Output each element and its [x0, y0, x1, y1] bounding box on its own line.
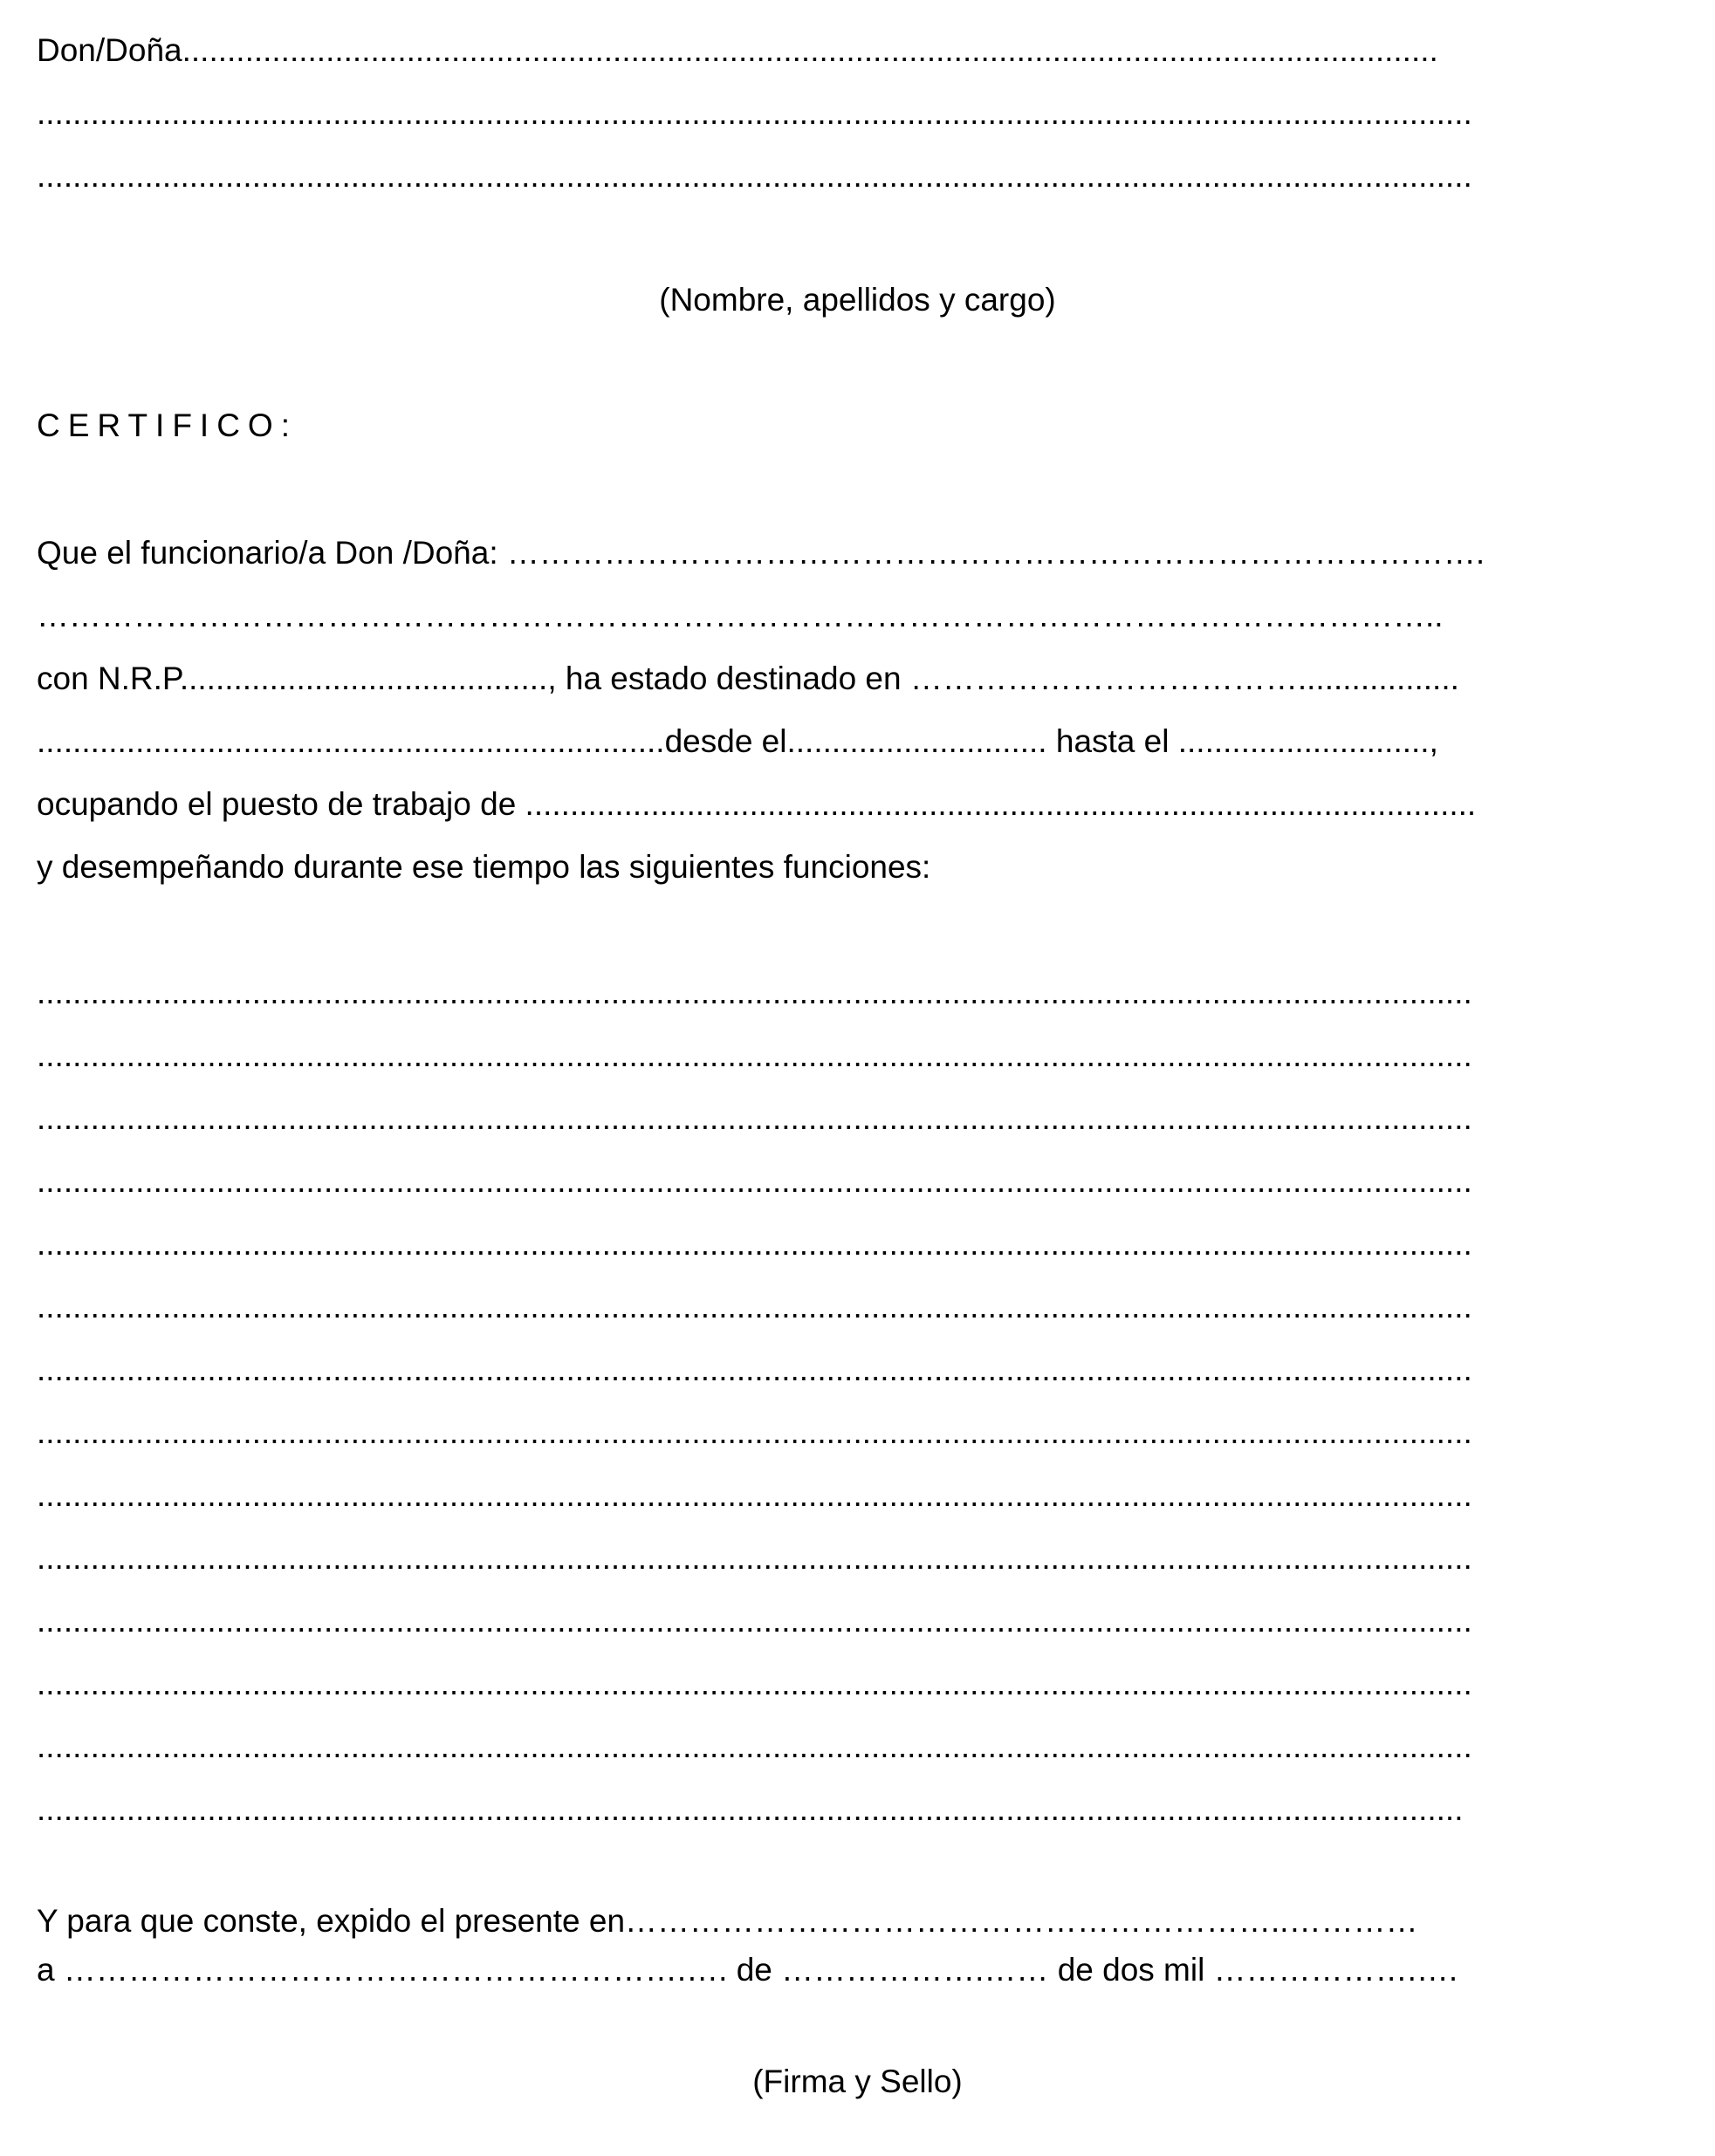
- function-line: ................................................................................................................................................................: [37, 1352, 1472, 1387]
- official-name-line-2: …………………………………………………………………………………………………………………..: [37, 598, 1444, 633]
- name-field-line-2: ................................................................................................................................................................: [37, 95, 1472, 131]
- name-field-line-3: ................................................................................................................................................................: [37, 158, 1472, 194]
- function-line: ................................................................................................................................................................: [37, 1226, 1472, 1262]
- name-caption: (Nombre, apellidos y cargo): [659, 282, 1056, 318]
- function-line: ................................................................................................................................................................: [37, 1163, 1472, 1199]
- function-line: ................................................................................................................................................................: [37, 1289, 1472, 1324]
- name-field-line-1: Don/Doña............................................................................................................................................: [37, 32, 1438, 68]
- date-range-line: ......................................................................desde el............................. hasta el ............................,: [37, 723, 1438, 759]
- certifico-heading: CERTIFICO:: [37, 407, 298, 443]
- function-line: ................................................................................................................................................................: [37, 1414, 1472, 1450]
- signature-caption: (Firma y Sello): [752, 2064, 963, 2099]
- function-line: ................................................................................................................................................................: [37, 1540, 1472, 1576]
- function-line: ................................................................................................................................................................: [37, 1477, 1472, 1513]
- function-line: ................................................................................................................................................................: [37, 975, 1472, 1010]
- function-line: ...............................................................................................................................................................: [37, 1791, 1464, 1827]
- job-position-line: ocupando el puesto de trabajo de ..........................................................................................................: [37, 786, 1477, 822]
- official-name-line: Que el funcionario/a Don /Doña: ……………………………………………………………………………….: [37, 535, 1485, 571]
- function-line: ................................................................................................................................................................: [37, 1603, 1472, 1639]
- functions-intro: y desempeñando durante ese tiempo las siguientes funciones:: [37, 849, 931, 885]
- issued-date-line: a ………………………………………………….…. de ……………….…… de dos mil ……………….….: [37, 1952, 1458, 1988]
- function-line: ................................................................................................................................................................: [37, 1037, 1472, 1073]
- issued-place-line: Y para que conste, expido el presente en……………………………………………………..…………: [37, 1903, 1418, 1939]
- nrp-destination-line: con N.R.P........................................., ha estado destinado en ………………………………..................: [37, 660, 1459, 696]
- function-line: ................................................................................................................................................................: [37, 1100, 1472, 1136]
- function-line: ................................................................................................................................................................: [37, 1666, 1472, 1701]
- function-line: ................................................................................................................................................................: [37, 1728, 1472, 1764]
